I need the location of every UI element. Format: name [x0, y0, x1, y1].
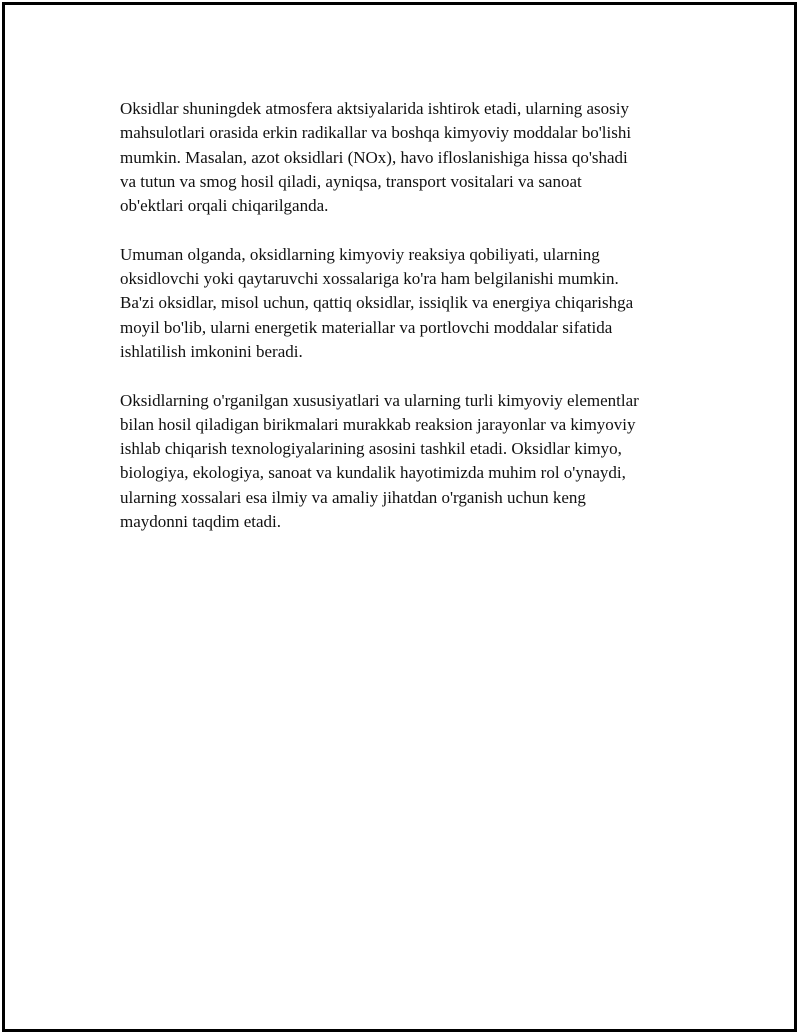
document-body: [120, 97, 690, 559]
document-page: [3, 3, 796, 1031]
paragraph: Oksidlarning o'rganilgan xususiyatlari va ularning turli kimyoviy elementlar bilan hosil qiladigan birikmalari murakkab reaksion jarayonlar va kimyoviy ishlab chiqarish texnologiyalarining asosini tashkil etadi. Oksidlar kimyo, biologiya, ekologiya, sanoat va kundalik hayotimizda muhim rol o'ynaydi, ularning xossalari esa ilmiy va amaliy jihatdan o'rganish uchun keng maydonni taqdim etadi.: [120, 390, 639, 532]
paragraph: Oksidlar shuningdek atmosfera aktsiyalarida ishtirok etadi, ularning asosiy mahsulotlari orasida erkin radikallar va boshqa kimyoviy moddalar bo'lishi mumkin. Masalan, azot oksidlari (NOx), havo ifloslanishiga hissa qo'shadi va tutun va smog hosil qiladi, ayniqsa, transport vositalari va sanoat ob'ektlari orqali chiqarilganda.: [120, 99, 632, 216]
paragraph: Umuman olganda, oksidlarning kimyoviy reaksiya qobiliyati, ularning oksidlovchi yoki qaytaruvchi xossalariga ko'ra ham belgilanishi mumkin. Ba'zi oksidlar, misol uchun, qattiq oksidlar, issiqlik va energiya chiqarishga moyil bo'lib, ularni energetik materiallar va portlovchi moddalar sifatida ishlatilish imkonini beradi.: [120, 244, 634, 361]
